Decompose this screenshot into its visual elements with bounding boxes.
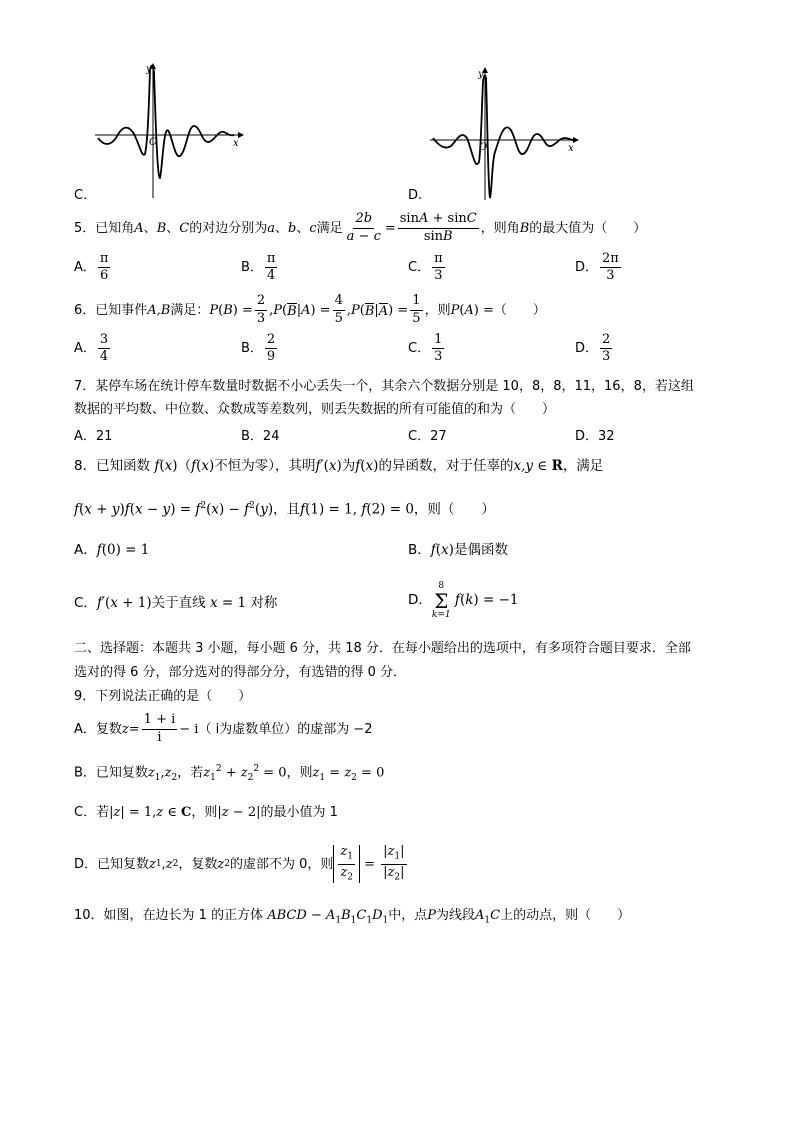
option-label: A． <box>74 542 97 558</box>
option-label: D． <box>575 429 599 444</box>
q5-fraction-right: $\frac{\sin A + \sin C}{\sin B}$ <box>399 211 477 244</box>
option-den: 3 <box>602 349 611 365</box>
q6-option-a[interactable] <box>74 333 112 365</box>
option-value: 32 <box>598 429 615 444</box>
x-arrow <box>238 132 244 138</box>
option-text: ，则 <box>191 805 218 820</box>
option-den: 3 <box>434 349 443 365</box>
option-text: 关于直线 <box>151 595 206 611</box>
option-num: π <box>432 252 445 268</box>
q8-derivative: 的异函数，对于任辜的 <box>378 458 514 474</box>
q5-prefix: 5．已知角 <box>74 220 135 236</box>
option-label: C． <box>408 260 431 276</box>
option-num: π <box>98 252 111 268</box>
q10-mid2: 为线段 <box>436 908 476 923</box>
section2-line-2: 选对的得 6 分，部分选对的得部分分，有选错的得 0 分． <box>74 665 407 680</box>
q5-fraction-left: $\frac{2b}{a - c}$ <box>346 211 381 244</box>
option-den: 3 <box>434 268 443 284</box>
curve-c <box>98 66 234 178</box>
q9-option-c[interactable]: C．若|z| = 1,z ∈ C，则|z − 2|的最小值为 1 <box>74 805 338 820</box>
q5-option-a[interactable] <box>74 252 112 284</box>
q7-option-c[interactable] <box>408 430 447 443</box>
option-num: 2π <box>600 252 621 268</box>
option-label: A． <box>74 260 96 276</box>
x-arrow <box>573 137 579 143</box>
option-den: 9 <box>266 349 276 365</box>
q7-option-b[interactable] <box>241 430 279 443</box>
q9-option-b[interactable]: B．已知复数$z_1,z_2$，若$z_1^2 + z_2^2 = 0$，则$z_1 = z_2 = 0$ <box>74 764 385 783</box>
option-label: A． <box>74 341 96 357</box>
q6-option-b[interactable] <box>241 333 279 365</box>
option-num: 2 <box>265 333 277 349</box>
option-label: D． <box>575 341 599 357</box>
q8-option-c[interactable]: C．f′(x + 1)关于直线 x = 1 对称 <box>74 595 278 611</box>
q10-suffix: 上的动点，则（ ） <box>500 908 631 923</box>
q8-option-a[interactable]: A．f(0) = 1 <box>74 542 150 558</box>
x-axis-label: x <box>568 143 574 154</box>
option-label: B． <box>241 429 263 444</box>
option-label: B． <box>241 260 263 276</box>
q5-mid1: 的对边分别为 <box>189 220 268 236</box>
y-axis-label: y <box>146 64 152 75</box>
option-num: π <box>265 252 278 268</box>
origin-label: O <box>479 142 488 153</box>
q6-option-d[interactable] <box>575 333 614 365</box>
q9-stem: 9．下列说法正确的是（ ） <box>74 689 252 704</box>
option-value: 24 <box>262 429 280 444</box>
q7-option-a[interactable] <box>74 430 112 443</box>
q5-option-d[interactable] <box>575 252 623 284</box>
option-label: C． <box>74 595 97 611</box>
option-label: C． <box>408 429 431 444</box>
option-num: 1 <box>432 333 444 349</box>
option-den: 4 <box>267 268 276 284</box>
q6-suffix2: （ ） <box>493 302 546 318</box>
q8-paren: （ <box>177 458 192 474</box>
option-value: 27 <box>430 429 447 444</box>
q5-suffix2: 的最大值为（ ） <box>529 220 647 236</box>
q8-and: ，且 <box>273 501 301 518</box>
option-label: B． <box>241 341 263 357</box>
q8-stem-line-2: $f(x + y)f(x - y) = f^2(x) - f^2(y)$，且f(1) = 1, f(2) = 0，则（ ） <box>74 501 495 518</box>
q5-option-b[interactable] <box>241 252 279 284</box>
option-text: ，复数 <box>178 856 218 872</box>
q8-then: ，则（ ） <box>413 501 495 518</box>
option-text-2: 的虚部不为 0，则 <box>229 856 334 872</box>
q5-mid2: 满足 <box>316 220 343 236</box>
q8-satisfy: ，满足 <box>562 458 604 474</box>
option-label: D． <box>408 592 432 609</box>
option-text-2: 对称 <box>250 595 278 611</box>
option-den: 3 <box>606 268 615 284</box>
q8-stem-line-1: 8．已知函数 f(x)（f(x)不恒为零），其明f′(x)为f(x)的异函数，对于任辜的x,y ∈ R，满足 <box>74 458 604 474</box>
option-text-2: ，则 <box>286 765 313 781</box>
curve-d <box>433 75 573 198</box>
graph-c-label: C. <box>74 188 88 203</box>
option-num: 2 <box>600 333 612 349</box>
q7-line-1: 7．某停车场在统计停车数量时数据不小心丢失一个，其余六个数据分别是 10，8，8，11，16，8，若这组 <box>74 379 694 394</box>
graph-c <box>90 60 250 205</box>
q8-prefix: 8．已知函数 <box>74 458 151 474</box>
x-axis-label: x <box>233 138 239 149</box>
summation: 8 Σ k=1 <box>431 581 451 620</box>
option-label: C． <box>408 341 431 357</box>
option-label: B．已知复数 <box>74 765 148 781</box>
q6-suffix: ，则 <box>424 302 451 318</box>
origin-label: O <box>149 137 158 148</box>
q8-option-b[interactable]: B．f(x)是偶函数 <box>408 542 508 558</box>
q6-option-c[interactable] <box>408 333 446 365</box>
q9-option-d[interactable]: D．已知复数 z 1 , z 2 ，复数 z 2 的虚部不为 0，则 $\frac{z_1}{z_2}$ = $\frac{|z_1|}{|z_2|}$ <box>74 844 405 883</box>
option-label: A． <box>74 429 96 444</box>
q5-stem: 5．已知角 A 、 B 、 C 的对边分别为 a 、 b 、 c 满足 $\frac{2b}{a - c}$ = $\frac{\sin A + \sin C}{\sin B}$ ，则角 B 的最大值为（ ） <box>74 211 647 244</box>
q5-suffix: ，则角 <box>480 220 520 236</box>
option-text: （ i为虚数单位）的虚部为 −2 <box>198 721 373 737</box>
q10-stem: 10．如图，在边长为 1 的正方体 ABCD − $A_1B_1C_1D_1$中，点P为线段$A_1C$上的动点，则（ ） <box>74 908 631 926</box>
q7-line-2: 数据的平均数、中位数、众数成等差数列，则丢失数据的所有可能值的和为（ ） <box>74 402 556 417</box>
y-axis-label: y <box>478 69 484 80</box>
graph-d <box>425 60 585 205</box>
q9-option-a[interactable]: A．复数 z = $\frac{1 + i}{i}$ − i （ i为虚数单位）的虚部为 −2 <box>74 712 373 745</box>
q6-mid: 满足： <box>170 302 210 318</box>
q10-prefix: 10．如图，在边长为 1 的正方体 <box>74 908 264 923</box>
option-num: 3 <box>98 333 110 349</box>
q8-option-d[interactable]: D． 8 Σ k=1 f ( k ) = −1 <box>408 581 519 620</box>
q8-is: 为 <box>341 458 356 474</box>
option-value: 21 <box>95 429 113 444</box>
option-label: A．复数 <box>74 721 122 737</box>
option-text: 是偶函数 <box>453 542 508 558</box>
option-den: 6 <box>100 268 109 284</box>
q6-prefix: 6．已知事件 <box>74 302 148 318</box>
q5-option-c[interactable] <box>408 252 447 284</box>
q10-mid: 中，点 <box>388 908 428 923</box>
option-label: C．若 <box>74 805 110 820</box>
option-label: D． <box>575 260 599 276</box>
option-label: B． <box>408 542 431 558</box>
q7-option-d[interactable] <box>575 430 615 443</box>
section2-line-1: 二、选择题：本题共 3 小题，每小题 6 分，共 18 分．在每小题给出的选项中，有多项符合题目要求．全部 <box>74 641 691 656</box>
option-label: D．已知复数 <box>74 856 150 872</box>
graph-d-label: D. <box>408 188 423 203</box>
q8-not-zero: 不恒为零），其明 <box>214 458 316 474</box>
option-den: 4 <box>99 349 109 365</box>
option-text: ，若 <box>177 765 204 781</box>
option-text-2: 的最小值为 1 <box>260 805 338 820</box>
q6-stem: 6．已知事件 A,B 满足： P ( B ) = $\frac{2}{3}$ , P ( B | A ) = $\frac{4}{5}$ , P ( B | A ) = $\frac{1}{5}$ ，则 P ( A ) = （ ） <box>74 293 546 326</box>
